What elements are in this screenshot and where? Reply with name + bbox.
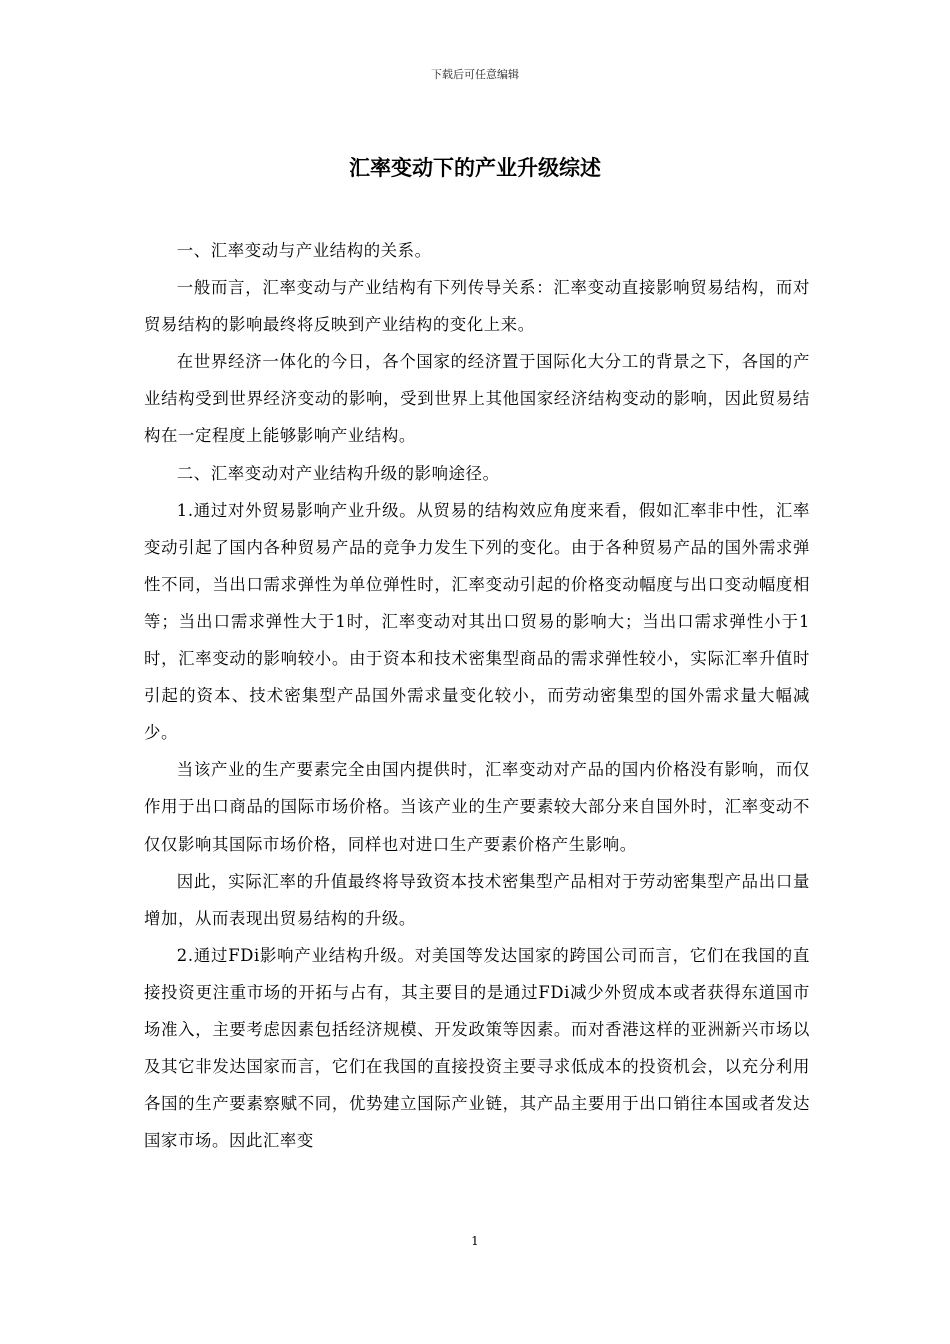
document-title: 汇率变动下的产业升级综述 [349,156,601,180]
section-heading-1: 一、汇率变动与产业结构的关系。 [176,241,432,260]
body-paragraph: 1.通过对外贸易影响产业升级。从贸易的结构效应角度来看，假如汇率非中性，汇率变动引起了国内各种贸易产品的竞争力发生下列的变化。由于各种贸易产品的国外需求弹性不同，当出口需求弹性为单位弹性时，汇率变动引起的价格变动幅度与出口变动幅度相等；当出口需求弹性大于1时，汇率变动对其出口贸易的影响大；当出口需求弹性小于1时，汇率变动的影响较小。由于资本和技术密集型商品的需求弹性较小，实际汇率升值时引起的资本、技术密集型产品国外需求量变化较小，而劳动密集型的国外需求量大幅减少。 [144,500,810,743]
page-number: 1 [471,1234,479,1248]
body-paragraph: 因此，实际汇率的升值最终将导致资本技术密集型产品相对于劳动密集型产品出口量增加，从而表现出贸易结构的升级。 [144,871,810,928]
body-paragraph: 一般而言，汇率变动与产业结构有下列传导关系：汇率变动直接影响贸易结构，而对贸易结构的影响最终将反映到产业结构的变化上来。 [144,278,810,335]
document-body [144,232,810,1159]
body-paragraph: 2.通过FDi影响产业结构升级。对美国等发达国家的跨国公司而言，它们在我国的直接投资更注重市场的开拓与占有，其主要目的是通过FDi减少外贸成本或者获得东道国市场准入，主要考虑因素包括经济规模、开发政策等因素。而对香港这样的亚洲新兴市场以及其它非发达国家而言，它们在我国的直接投资主要寻求低成本的投资机会，以充分利用各国的生产要素察赋不同，优势建立国际产业链，其产品主要用于出口销往本国或者发达国家市场。因此汇率变 [144,945,810,1151]
section-heading-2: 二、汇率变动对产业结构升级的影响途径。 [176,463,500,483]
body-paragraph: 在世界经济一体化的今日，各个国家的经济置于国际化大分工的背景之下，各国的产业结构受到世界经济变动的影响，受到世界上其他国家经济结构变动的影响，因此贸易结构在一定程度上能够影响产业结构。 [144,352,810,446]
body-paragraph: 当该产业的生产要素完全由国内提供时，汇率变动对产品的国内价格没有影响，而仅作用于出口商品的国际市场价格。当该产业的生产要素较大部分来自国外时，汇率变动不仅仅影响其国际市场价格，同样也对进口生产要素价格产生影响。 [144,760,810,854]
page-header-note: 下载后可任意编辑 [431,68,519,81]
